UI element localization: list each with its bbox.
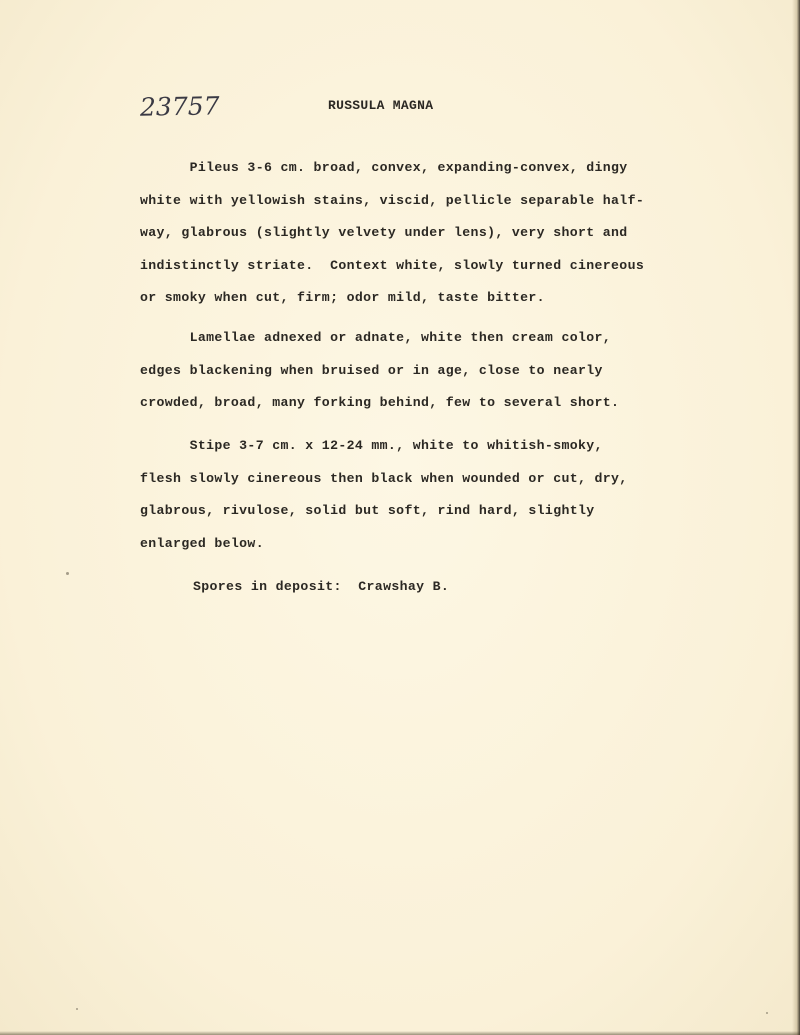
text-line: Pileus 3-6 cm. broad, convex, expanding-convex, dingy bbox=[140, 160, 628, 175]
text-line: crowded, broad, many forking behind, few to several short. bbox=[140, 395, 620, 410]
text-line: way, glabrous (slightly velvety under lens), very short and bbox=[140, 225, 628, 240]
text-line: indistinctly striate. Context white, slowly turned cinereous bbox=[140, 257, 645, 273]
paragraph-stipe bbox=[140, 430, 740, 560]
paper-speck bbox=[66, 572, 69, 575]
text-line: glabrous, rivulose, solid but soft, rind hard, slightly bbox=[140, 503, 595, 518]
page-edge-shadow bbox=[792, 0, 800, 1035]
paragraph-pileus bbox=[140, 152, 740, 315]
text-line: enlarged below. bbox=[140, 535, 264, 551]
text-line: white with yellowish stains, viscid, pellicle separable half- bbox=[140, 192, 645, 208]
text-line: or smoky when cut, firm; odor mild, taste bitter. bbox=[140, 290, 545, 305]
paper-speck bbox=[76, 1008, 78, 1010]
text-line: Lamellae adnexed or adnate, white then cream color, bbox=[140, 330, 612, 345]
accession-number: 23757 bbox=[139, 91, 220, 122]
paper-speck bbox=[766, 1012, 768, 1014]
document-title: RUSSULA MAGNA bbox=[328, 98, 434, 113]
spores-line: Spores in deposit: Crawshay B. bbox=[193, 579, 450, 594]
text-line: Stipe 3-7 cm. x 12-24 mm., white to whitish-smoky, bbox=[140, 438, 603, 453]
text-line: flesh slowly cinereous then black when wounded or cut, dry, bbox=[140, 470, 628, 486]
page-bottom-shadow bbox=[0, 1031, 800, 1035]
paragraph-lamellae bbox=[140, 322, 740, 420]
text-line: edges blackening when bruised or in age, close to nearly bbox=[140, 362, 603, 378]
